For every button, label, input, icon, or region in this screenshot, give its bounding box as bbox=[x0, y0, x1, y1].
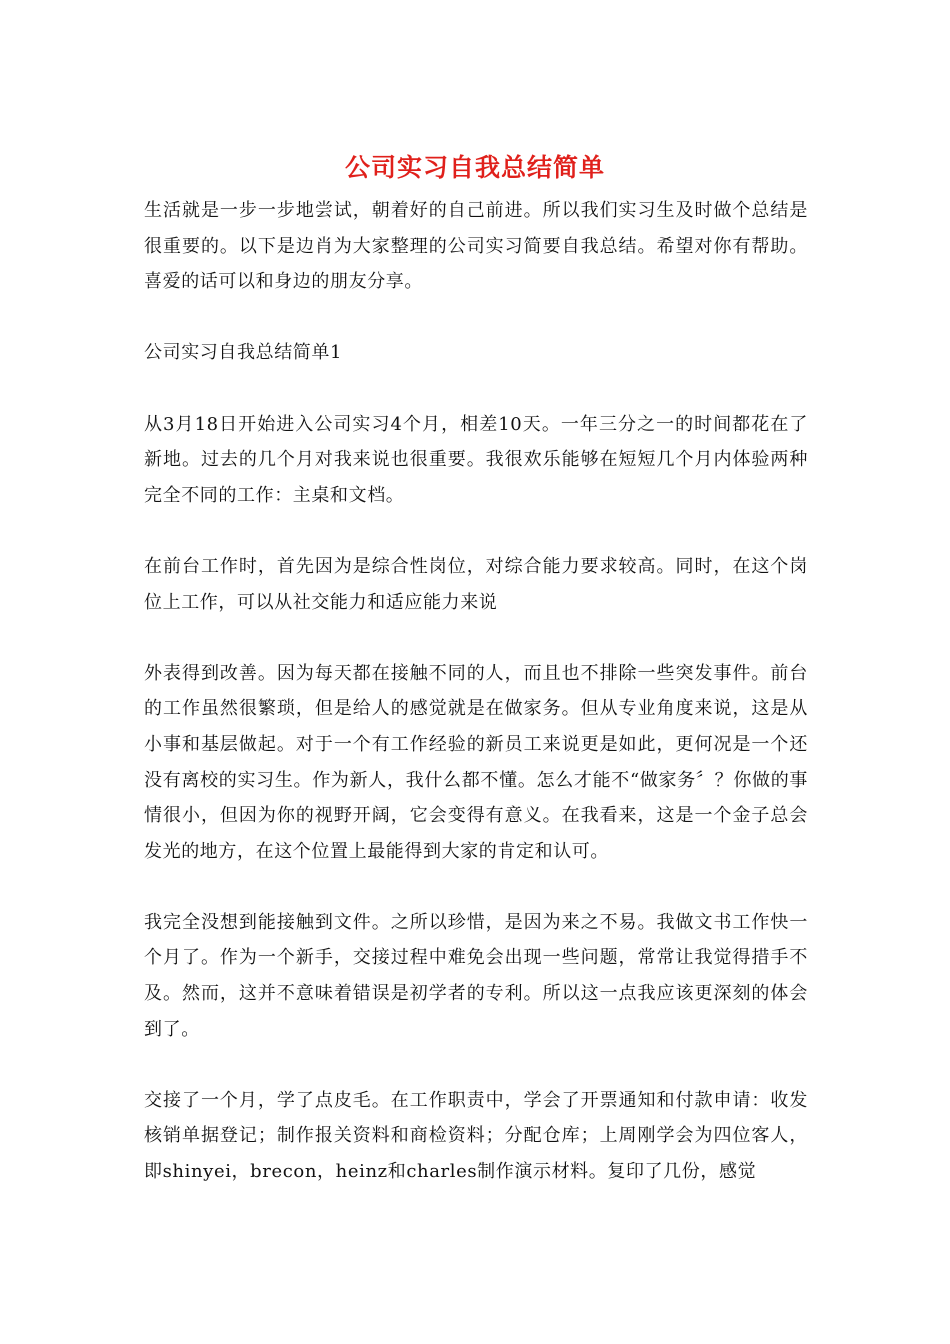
intro-paragraph: 生活就是一步一步地尝试，朝着好的自己前进。所以我们实习生及时做个总结是很重要的。以下是边肖为大家整理的公司实习简要自我总结。希望对你有帮助。喜爱的话可以和身边的朋友分享。 bbox=[144, 200, 808, 293]
document-title: 公司实习自我总结简单 bbox=[344, 153, 605, 182]
body-paragraph: 外表得到改善。因为每天都在接触不同的人，而且也不排除一些突发事件。前台的工作虽然很繁琐，但是给人的感觉就是在做家务。但从专业角度来说，这是从小事和基层做起。对于一个有工作经验的新员工来说更是如此，更何况是一个还没有离校的实习生。作为新人，我什么都不懂。怎么才能不“做家务〞？你做的事情很小，但因为你的视野开阔，它会变得有意义。在我看来，这是一个金子总会发光的地方，在这个位置上最能得到大家的肯定和认可。 bbox=[144, 662, 808, 862]
section-heading: 公司实习自我总结简单1 bbox=[144, 342, 343, 364]
body-paragraph: 从3月18日开始进入公司实习4个月，相差10天。一年三分之一的时间都花在了新地。过去的几个月对我来说也很重要。我很欢乐能够在短短几个月内体验两种完全不同的工作：主桌和文档。 bbox=[144, 413, 808, 506]
body-paragraph: 我完全没想到能接触到文件。之所以珍惜，是因为来之不易。我做文书工作快一个月了。作为一个新手，交接过程中难免会出现一些问题，常常让我觉得措手不及。然而，这并不意味着错误是初学者的专利。所以这一点我应该更深刻的体会到了。 bbox=[144, 911, 808, 1040]
body-paragraph: 交接了一个月，学了点皮毛。在工作职责中，学会了开票通知和付款申请：收发核销单据登记；制作报关资料和商检资料；分配仓库；上周刚学会为四位客人，即shinyei，brecon，heinz和charles制作演示材料。复印了几份，感觉 bbox=[144, 1089, 808, 1183]
body-paragraph: 在前台工作时，首先因为是综合性岗位，对综合能力要求较高。同时，在这个岗位上工作，可以从社交能力和适应能力来说 bbox=[144, 555, 808, 613]
document-body bbox=[144, 193, 808, 1225]
